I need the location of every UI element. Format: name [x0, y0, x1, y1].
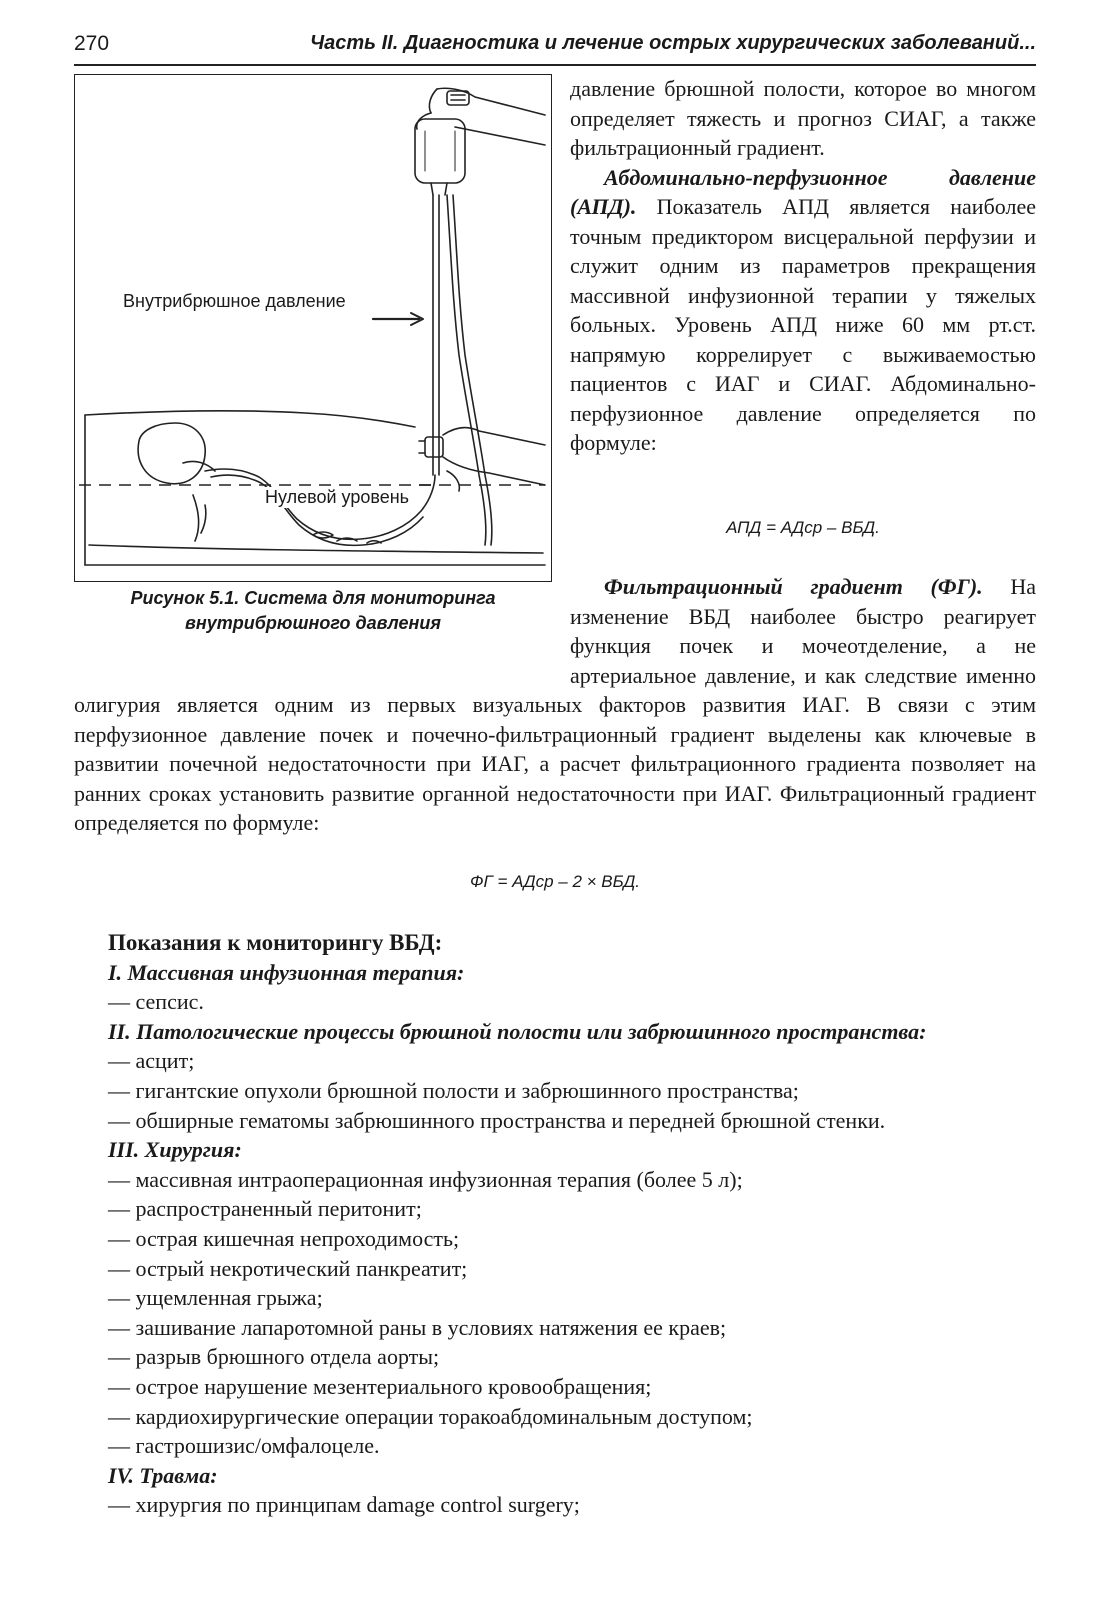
list-item: — разрыв брюшного отдела аорты;	[108, 1344, 440, 1370]
right-column-text	[570, 74, 1036, 458]
list-item: — асцит;	[108, 1048, 195, 1074]
formula-apd: АПД = АДср – ВБД.	[726, 518, 880, 537]
term-fg: Фильтрационный градиент (ФГ).	[604, 574, 983, 599]
running-head	[74, 30, 1036, 66]
list-item: — кардиохирургические операции торакоабдоминальным доступом;	[108, 1403, 753, 1429]
list-item: — гигантские опухоли брюшной полости и забрюшинного пространства;	[108, 1077, 799, 1103]
running-title: Часть II. Диагностика и лечение острых хирургических заболеваний...	[309, 32, 1036, 54]
section-title: I. Массивная инфузионная терапия:	[108, 959, 465, 985]
section-title: III. Хирургия:	[108, 1137, 242, 1163]
list-item: — хирургия по принципам damage control surgery;	[108, 1492, 580, 1518]
list-item: — распространенный перитонит;	[108, 1196, 422, 1222]
list-item: — острое нарушение мезентериального кровообращения;	[108, 1373, 652, 1399]
list-item: — острый некротический панкреатит;	[108, 1255, 468, 1281]
indications-title: Показания к мониторингу ВБД:	[108, 930, 443, 955]
section-title: IV. Травма:	[108, 1462, 218, 1488]
list-item: — сепсис.	[108, 989, 204, 1015]
list-item: — обширные гематомы забрюшинного пространства и передней брюшной стенки.	[108, 1107, 886, 1133]
paragraph-continuation: давление брюшной полости, которое во многом определяет тяжесть и прогноз СИАГ, а также фильтрационный градиент.	[570, 76, 1036, 160]
list-item: — массивная интраоперационная инфузионная терапия (более 5 л);	[108, 1166, 743, 1192]
fg-text: На изменение ВБД наиболее быстро реагирует функция почек и мочеотделение, а не артериальное давление, и как следствие именно олигурия является одним из первых визуальных факторов развития ИАГ. В связи с этим перфузионное давление почек и почечно-фильтрационный градиент выделены как ключевые в развитии почечной недостаточности при ИАГ, а расчет фильтрационного градиента позволяет на ранних сроках установить развитие органной недостаточности при ИАГ. Фильтрационный градиент определяется по формуле:	[74, 574, 1037, 835]
figure-label-zero-level: Нулевой уровень	[265, 487, 410, 507]
list-item: — зашивание лапаротомной раны в условиях натяжения ее краев;	[108, 1314, 727, 1340]
term-apd: Абдоминально-перфузионное давление (АПД).	[570, 164, 1036, 219]
list-item: — ущемленная грыжа;	[108, 1285, 323, 1311]
paragraph-fg-block	[74, 572, 1036, 838]
list-item: — гастрошизис/омфалоцеле.	[108, 1433, 380, 1459]
formula-fg: ФГ = АДср – 2 × ВБД.	[469, 872, 641, 891]
section-title: II. Патологические процессы брюшной полости или забрюшинного пространства:	[108, 1018, 927, 1044]
figure-illustration	[74, 74, 552, 582]
page-number: 270	[74, 32, 110, 55]
paragraph-apd	[570, 163, 1036, 458]
figure-caption-line2: внутрибрюшного давления	[185, 613, 441, 633]
figure-label-pressure: Внутрибрюшное давление	[123, 291, 346, 311]
figure-caption-line1: Рисунок 5.1. Система для мониторинга	[130, 588, 496, 608]
list-item: — острая кишечная непроходимость;	[108, 1225, 460, 1251]
apd-text: Показатель АПД является наиболее точным предиктором висцеральной перфузии и служит одним из параметров прекращения массивной инфузионной терапии у тяжелых больных. Уровень АПД ниже 60 мм рт.ст. напрямую коррелирует с выживаемостью пациентов с ИАГ и СИАГ. Абдоминально-перфузионное давление определяется по формуле:	[570, 194, 1036, 455]
indications-list	[108, 928, 1036, 1520]
figure-spacer	[74, 572, 570, 662]
